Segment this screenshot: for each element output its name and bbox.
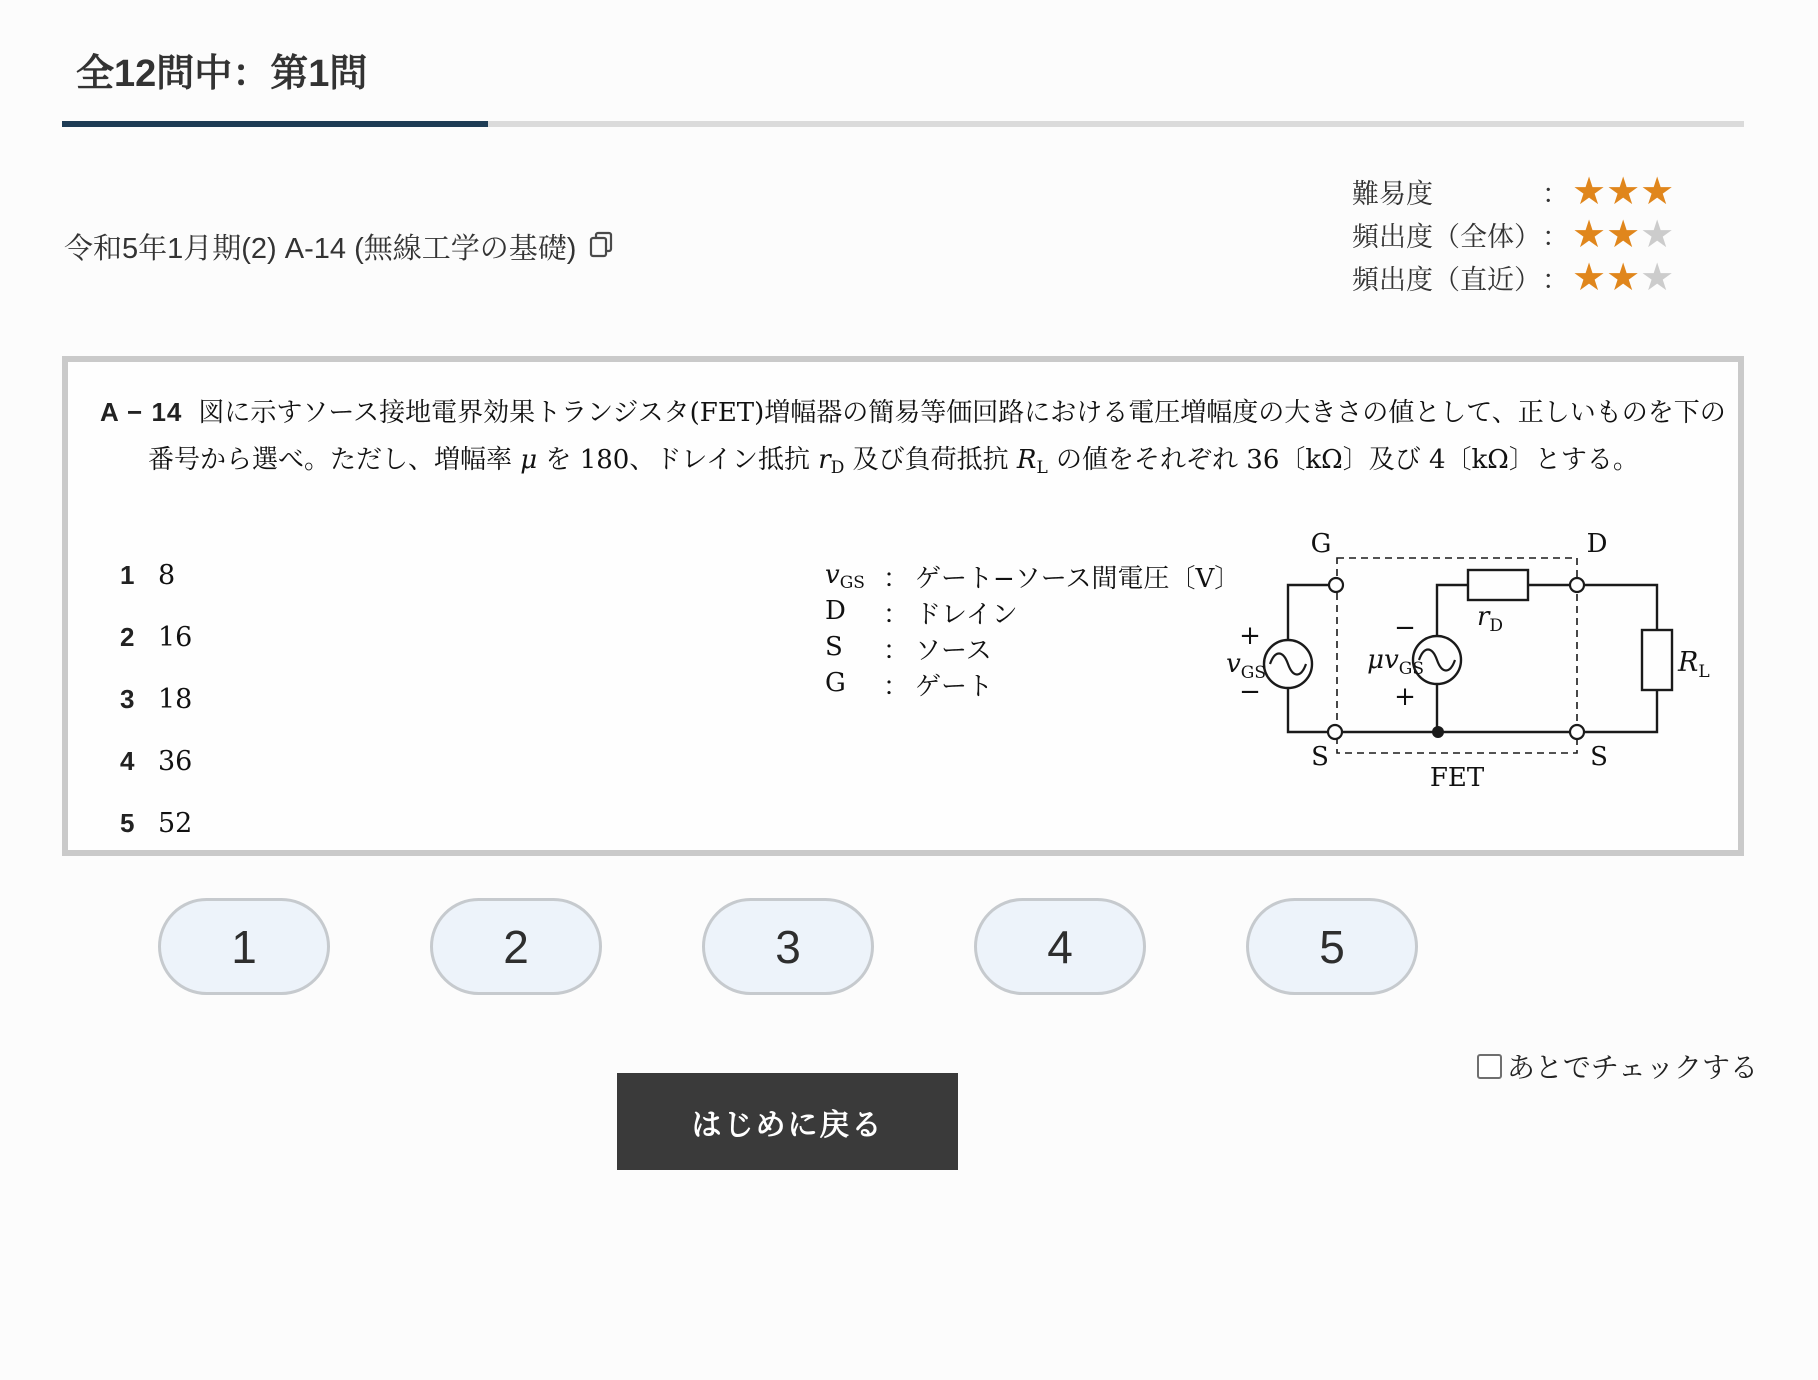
answer-button-5[interactable]: 5 bbox=[1246, 898, 1418, 995]
rl-symbol: R bbox=[1016, 445, 1037, 475]
stars-filled: ★★★ bbox=[1572, 170, 1675, 213]
question-line2-b: を 180、ドレイン抵抗 bbox=[537, 445, 819, 475]
source-terminal-left bbox=[1328, 725, 1342, 739]
minus-sign: − bbox=[1394, 613, 1416, 643]
legend-term bbox=[825, 632, 883, 665]
rl-resistor bbox=[1642, 630, 1672, 690]
gate-terminal bbox=[1329, 578, 1343, 592]
rating-row-frequency-overall bbox=[1352, 213, 1674, 256]
legend-row bbox=[825, 666, 1240, 702]
rd-label: $r_D$ bbox=[1476, 602, 1504, 636]
stars-empty: ★ bbox=[1640, 256, 1675, 299]
heading-underline-accent bbox=[62, 121, 488, 127]
question-number: A − 14 bbox=[100, 397, 183, 427]
option-value: 52 bbox=[158, 807, 193, 839]
plus-sign: + bbox=[1239, 621, 1261, 651]
legend-term bbox=[825, 668, 883, 701]
drain-terminal bbox=[1570, 578, 1584, 592]
option-number: 3 bbox=[120, 683, 135, 714]
rating-colon: ： bbox=[1542, 265, 1569, 295]
legend-term bbox=[825, 560, 883, 593]
rating-row-frequency-recent bbox=[1352, 256, 1674, 299]
legend-colon: ： bbox=[883, 563, 910, 594]
legend-definition: ゲート bbox=[915, 671, 994, 702]
legend-definition: ドレイン bbox=[915, 599, 1018, 630]
back-to-start-button[interactable]: はじめに戻る bbox=[617, 1073, 958, 1170]
rd-resistor bbox=[1468, 570, 1528, 600]
copy-icon[interactable] bbox=[586, 229, 616, 264]
check-later-label: あとでチェックする bbox=[1506, 1052, 1758, 1083]
symbol-legend bbox=[825, 558, 1240, 702]
option-row bbox=[120, 730, 192, 792]
question-box bbox=[62, 356, 1744, 856]
plus-sign: + bbox=[1394, 682, 1416, 712]
option-row bbox=[120, 544, 192, 606]
legend-term bbox=[825, 596, 883, 629]
mu-symbol: μ bbox=[520, 445, 538, 475]
fet-label: FET bbox=[1429, 763, 1485, 793]
question-line2-d: の値をそれぞれ 36〔kΩ〕及び 4〔kΩ〕とする。 bbox=[1047, 445, 1639, 475]
answer-button-2[interactable]: 2 bbox=[430, 898, 602, 995]
gate-label: G bbox=[1310, 529, 1332, 559]
rd-symbol: r bbox=[818, 445, 831, 475]
source-label-left: S bbox=[1311, 742, 1329, 772]
question-line2-c: 及び負荷抵抗 bbox=[844, 445, 1017, 475]
stars-empty: ★ bbox=[1640, 213, 1675, 256]
legend-row bbox=[825, 630, 1240, 666]
question-source-title: 令和5年1月期(2) A-14 (無線工学の基礎) bbox=[64, 233, 577, 265]
stars-filled: ★★ bbox=[1572, 213, 1641, 256]
legend-row bbox=[825, 594, 1240, 630]
rating-panel bbox=[1352, 170, 1674, 299]
check-later-checkbox[interactable] bbox=[1477, 1054, 1502, 1079]
star-rating bbox=[1572, 256, 1675, 299]
vgs-label: $v_{GS}$ bbox=[1226, 649, 1266, 683]
option-value: 18 bbox=[158, 683, 193, 715]
source-label-right: S bbox=[1590, 742, 1608, 772]
legend-term-sub: GS bbox=[839, 572, 865, 593]
fet-circuit-diagram bbox=[1200, 460, 1710, 800]
minus-sign: − bbox=[1239, 677, 1261, 707]
legend-term-main: D bbox=[825, 595, 846, 626]
legend-term-main: G bbox=[825, 667, 846, 698]
rating-colon: ： bbox=[1542, 179, 1569, 209]
answer-button-4[interactable]: 4 bbox=[974, 898, 1146, 995]
option-list bbox=[120, 544, 192, 854]
option-number: 2 bbox=[120, 621, 135, 652]
answer-button-3[interactable]: 3 bbox=[702, 898, 874, 995]
junction-dot bbox=[1432, 726, 1444, 738]
option-value: 36 bbox=[158, 745, 193, 777]
heading-underline bbox=[62, 121, 1744, 127]
legend-colon: ： bbox=[883, 635, 910, 666]
option-row bbox=[120, 606, 192, 668]
legend-term-main: S bbox=[825, 631, 843, 662]
circuit-wires bbox=[1288, 585, 1657, 732]
page-title: 全12問中：第1問 bbox=[76, 53, 368, 95]
question-meta-row bbox=[64, 226, 616, 267]
question-line1-text: 図に示すソース接地電界効果トランジスタ(FET)増幅器の簡易等価回路における電圧増幅度の大きさの値として、正しいものを下の bbox=[198, 398, 1726, 428]
drain-label: D bbox=[1586, 529, 1608, 559]
legend-term-main: v bbox=[825, 559, 840, 590]
option-value: 8 bbox=[158, 559, 176, 591]
rating-colon: ： bbox=[1542, 222, 1569, 252]
stars-filled: ★★ bbox=[1572, 256, 1641, 299]
legend-colon: ： bbox=[883, 599, 910, 630]
star-rating bbox=[1572, 213, 1675, 256]
rl-label: $R_L$ bbox=[1678, 647, 1710, 682]
legend-definition: ソース bbox=[915, 635, 992, 666]
rl-subscript: L bbox=[1036, 458, 1048, 478]
rating-label: 頻出度（直近） bbox=[1352, 265, 1541, 295]
rating-label: 難易度 bbox=[1352, 179, 1433, 209]
legend-row bbox=[825, 558, 1240, 594]
option-row bbox=[120, 668, 192, 730]
check-later-control[interactable] bbox=[1477, 1046, 1758, 1086]
muvgs-label: $\mu v_{GS}$ bbox=[1367, 645, 1424, 679]
question-text-line1 bbox=[100, 392, 1726, 429]
rating-row-difficulty bbox=[1352, 170, 1674, 213]
option-row bbox=[120, 792, 192, 854]
question-line2-a: 番号から選べ。ただし、増幅率 bbox=[148, 445, 521, 475]
option-number: 4 bbox=[120, 745, 135, 776]
option-number: 5 bbox=[120, 807, 135, 838]
answer-button-1[interactable]: 1 bbox=[158, 898, 330, 995]
legend-definition: ゲート−ソース間電圧〔V〕 bbox=[915, 563, 1241, 594]
star-rating bbox=[1572, 170, 1675, 213]
rd-subscript: D bbox=[830, 458, 845, 478]
rating-label: 頻出度（全体） bbox=[1352, 222, 1541, 252]
option-number: 1 bbox=[120, 559, 135, 590]
option-value: 16 bbox=[158, 621, 193, 653]
legend-colon: ： bbox=[883, 671, 910, 702]
source-terminal-right bbox=[1570, 725, 1584, 739]
